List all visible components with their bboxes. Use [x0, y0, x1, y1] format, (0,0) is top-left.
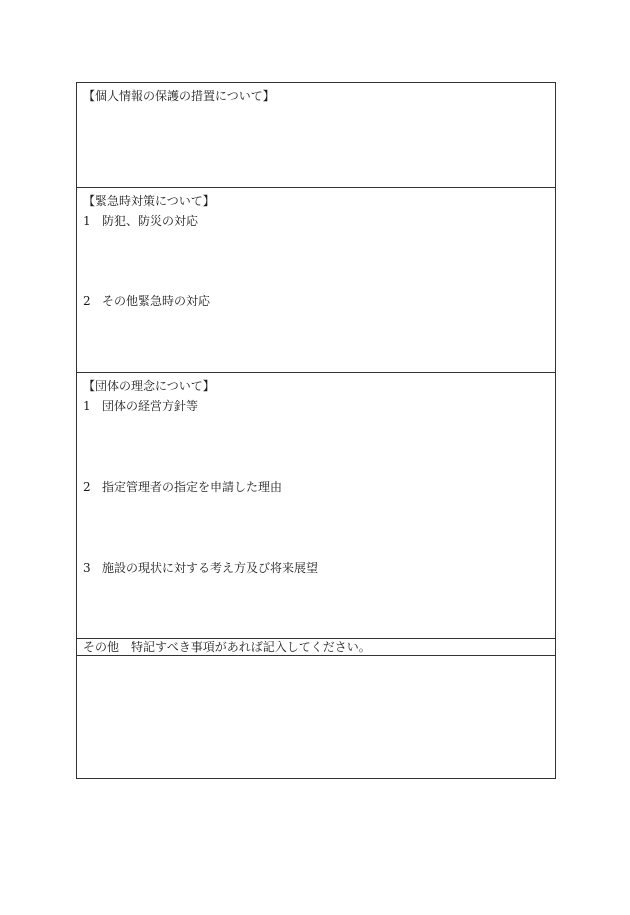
- item-label: 団体の経営方針等: [102, 399, 199, 413]
- other-entry-area: [77, 656, 555, 778]
- emergency-heading: 【緊急時対策について】: [83, 194, 215, 208]
- application-form-table: [76, 82, 556, 779]
- item-label: 指定管理者の指定を申請した理由: [102, 480, 283, 494]
- philosophy-section: [77, 373, 555, 639]
- other-heading-row: [77, 639, 555, 656]
- philosophy-item-2: [83, 480, 282, 494]
- item-label: 施設の現状に対する考え方及び将来展望: [102, 561, 319, 575]
- emergency-item-2: [83, 294, 210, 308]
- item-label: 防犯、防災の対応: [102, 214, 199, 228]
- philosophy-heading: 【団体の理念について】: [83, 379, 215, 393]
- item-number: 1: [83, 214, 91, 228]
- privacy-section: [77, 83, 555, 188]
- item-number: 3: [83, 561, 91, 575]
- privacy-heading: 【個人情報の保護の措置について】: [83, 89, 275, 103]
- other-heading: その他 特記すべき事項があれば記入してください。: [83, 640, 371, 654]
- item-number: 1: [83, 399, 91, 413]
- philosophy-item-1: [83, 399, 198, 413]
- emergency-item-1: [83, 214, 198, 228]
- item-number: 2: [83, 294, 91, 308]
- item-label: その他緊急時の対応: [102, 294, 211, 308]
- item-number: 2: [83, 480, 91, 494]
- emergency-section: [77, 188, 555, 373]
- philosophy-item-3: [83, 561, 318, 575]
